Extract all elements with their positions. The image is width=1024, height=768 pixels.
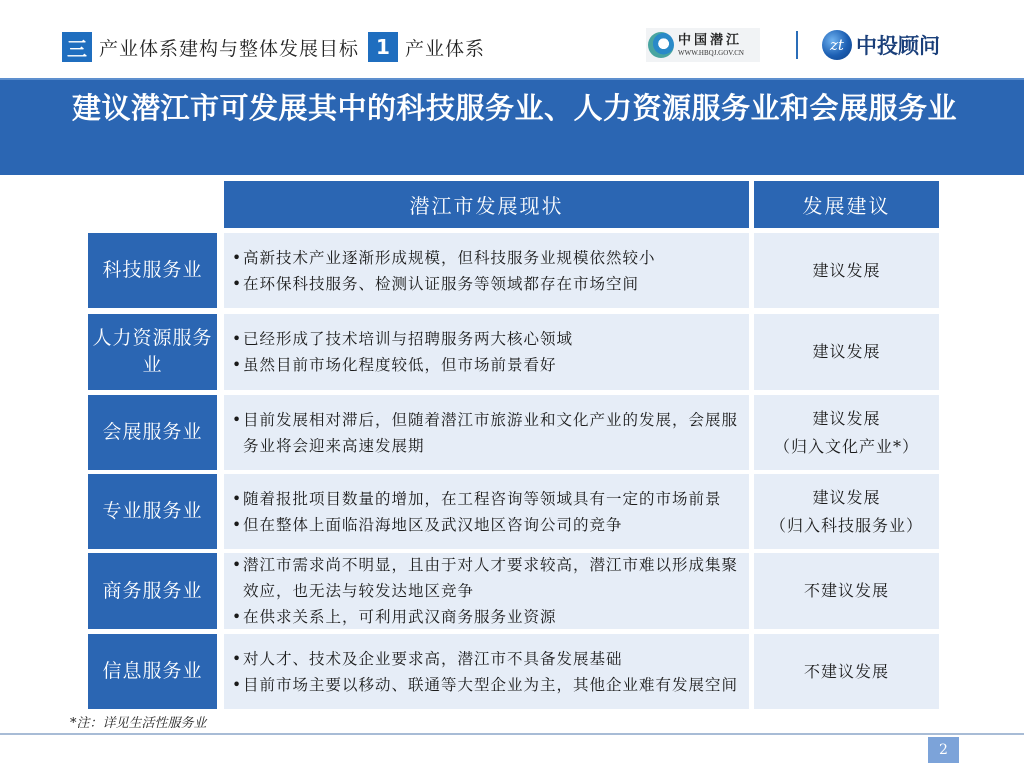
column-header-advice: 发展建议: [754, 181, 939, 228]
slide-header: [0, 0, 1024, 75]
status-bullet: • 高新技术产业逐渐形成规模，但科技服务业规模依然较小: [232, 245, 741, 271]
advice-cell: [754, 474, 939, 549]
status-cell: [224, 634, 749, 709]
slide-title: 建议潜江市可发展其中的科技服务业、人力资源服务业和会展服务业: [72, 91, 958, 125]
table-row: [88, 634, 940, 709]
zhongtou-logo-name: 中投顾问: [856, 34, 940, 58]
zhongtou-logo: [822, 30, 940, 60]
table-row: [88, 474, 940, 549]
section-number-badge: 三: [62, 32, 92, 62]
advice-note: （归入科技服务业）: [769, 515, 923, 535]
advice-cell: [754, 553, 939, 629]
advice-text: 建议发展: [812, 260, 881, 280]
breadcrumb: [62, 32, 494, 62]
zhongtou-orb-icon: zt: [822, 30, 852, 60]
qianjiang-logo-url: WWW.HBQJ.GOV.CN: [678, 48, 744, 57]
table-row: [88, 395, 940, 470]
status-bullet: • 在供求关系上，可利用武汉商务服务业资源: [232, 604, 741, 630]
status-bullet: • 虽然目前市场化程度较低，但市场前景看好: [232, 352, 741, 378]
footer-divider: [0, 733, 1024, 735]
advice-text: 建议发展: [812, 487, 881, 507]
qianjiang-logo: [646, 28, 760, 62]
table-row: [88, 314, 940, 390]
category-cell: 人力资源服务业: [88, 314, 217, 390]
advice-cell: [754, 395, 939, 470]
advice-text: 不建议发展: [803, 661, 889, 681]
status-bullet: • 随着报批项目数量的增加，在工程咨询等领域具有一定的市场前景: [232, 486, 741, 512]
status-bullet: • 已经形成了技术培训与招聘服务两大核心领域: [232, 326, 741, 352]
status-cell: [224, 474, 749, 549]
title-banner: [0, 78, 1024, 175]
status-bullet: • 但在整体上面临沿海地区及武汉地区咨询公司的竞争: [232, 512, 741, 538]
category-cell: 信息服务业: [88, 634, 217, 709]
category-cell: 会展服务业: [88, 395, 217, 470]
table-row: [88, 233, 940, 308]
advice-cell: [754, 233, 939, 308]
advice-text: 不建议发展: [803, 581, 889, 600]
category-cell: 科技服务业: [88, 233, 217, 308]
status-cell: [224, 233, 749, 308]
footnote: *注：详见生活性服务业: [70, 716, 207, 731]
advice-note: （归入文化产业*）: [773, 436, 919, 456]
category-cell: 专业服务业: [88, 474, 217, 549]
status-bullet: • 对人才、技术及企业要求高，潜江市不具备发展基础: [232, 646, 741, 672]
advice-cell: [754, 634, 939, 709]
advice-text: 建议发展: [812, 342, 881, 361]
table-row: [88, 553, 940, 629]
subsection-number-badge: 1: [368, 32, 398, 62]
section-title: 产业体系建构与整体发展目标: [99, 37, 360, 60]
qianjiang-logo-name: 中国潜江: [678, 32, 743, 48]
subsection-title: 产业体系: [405, 37, 486, 60]
logo-divider: [796, 31, 798, 59]
status-bullet: • 目前市场主要以移动、联通等大型企业为主，其他企业难有发展空间: [232, 672, 741, 698]
status-bullet: • 潜江市需求尚不明显，且由于对人才要求较高，潜江市难以形成集聚效应，也无法与较发达地区竞争: [232, 552, 741, 604]
status-cell: [224, 314, 749, 390]
category-cell: 商务服务业: [88, 553, 217, 629]
status-cell: [224, 395, 749, 470]
page-number: 2: [928, 737, 959, 763]
status-cell: [224, 553, 749, 629]
status-bullet: • 目前发展相对滞后，但随着潜江市旅游业和文化产业的发展，会展服务业将会迎来高速发展期: [232, 407, 741, 459]
advice-cell: [754, 314, 939, 390]
advice-text: 建议发展: [812, 408, 881, 428]
qianjiang-swirl-icon: [648, 32, 674, 58]
status-bullet: • 在环保科技服务、检测认证服务等领域都存在市场空间: [232, 271, 741, 297]
column-header-status: 潜江市发展现状: [224, 181, 749, 228]
